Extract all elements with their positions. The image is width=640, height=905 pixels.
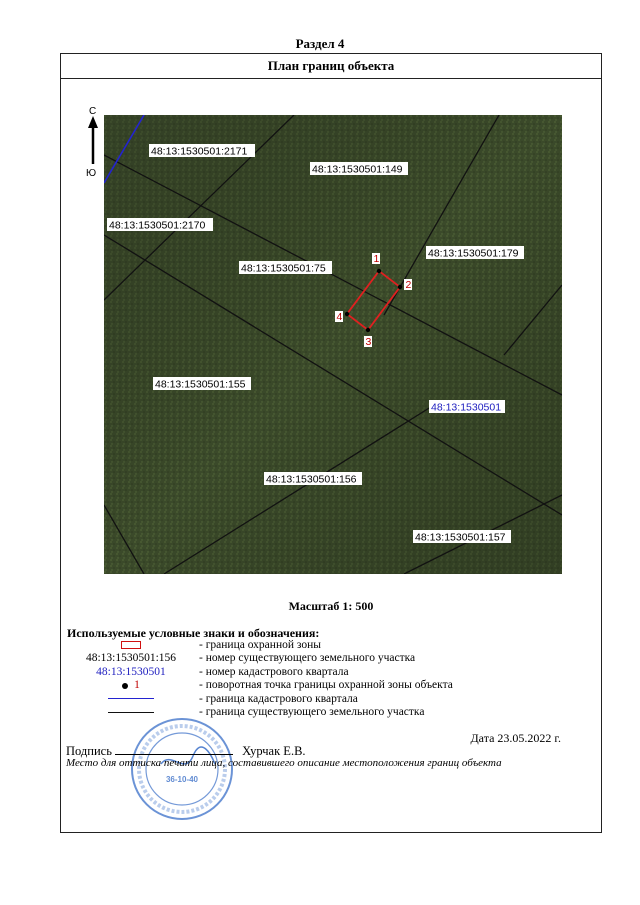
svg-text:48:13:1530501:2170: 48:13:1530501:2170 (109, 219, 206, 232)
parcel-line-icon (108, 712, 154, 713)
legend-item: 1 - поворотная точка границы охранной зоны объекта (67, 679, 587, 692)
svg-text:1: 1 (373, 253, 380, 265)
legend-title: Используемые условные знаки и обозначения: (67, 626, 320, 640)
svg-text:48:13:1530501:157: 48:13:1530501:157 (415, 531, 506, 544)
parcel-label-2170 (107, 218, 213, 232)
map-svg (104, 115, 562, 574)
parcel-label-156 (264, 472, 362, 486)
parcel-label-149 (310, 162, 408, 176)
compass-north-label: С (89, 106, 97, 117)
svg-text:48:13:1530501:75: 48:13:1530501:75 (241, 262, 326, 275)
signature-label: Подпись (66, 744, 112, 758)
compass-south-label: Ю (86, 168, 97, 179)
north-arrow (83, 106, 103, 179)
zone-rect-icon (121, 641, 141, 649)
parcel-label-179 (426, 246, 524, 260)
signature-line[interactable] (115, 742, 233, 755)
turning-point-label (372, 253, 380, 265)
svg-text:48:13:1530501:179: 48:13:1530501:179 (428, 247, 519, 260)
svg-text:48:13:1530501:149: 48:13:1530501:149 (312, 163, 403, 176)
quarter-label (429, 400, 505, 414)
turning-point[interactable] (377, 269, 381, 273)
legend-item: - граница охранной зоны (67, 639, 587, 652)
svg-text:3: 3 (365, 336, 372, 348)
parcel-label-157 (413, 530, 511, 544)
seal-stamp-icon (127, 714, 237, 824)
satellite-map[interactable] (104, 115, 562, 574)
svg-text:4: 4 (336, 311, 343, 323)
date-label: Дата 23.05.2022 г. (470, 731, 561, 745)
turning-point[interactable] (398, 285, 402, 289)
svg-text:48:13:1530501:155: 48:13:1530501:155 (155, 378, 246, 391)
turning-point-label (404, 279, 412, 291)
parcel-label-155 (153, 377, 251, 391)
legend (67, 639, 587, 719)
signer-name: Хурчак Е.В. (242, 744, 306, 758)
turning-point[interactable] (345, 312, 349, 316)
scale-label: Масштаб 1: 500 (288, 599, 374, 613)
point-dot-icon (122, 683, 128, 689)
turning-point-label (364, 336, 372, 348)
legend-item: 48:13:1530501:156 - номер существующего земельного участка (85, 652, 416, 665)
compass-arrow-icon (83, 106, 103, 176)
turning-point[interactable] (366, 328, 370, 332)
section-title: Раздел 4 (295, 36, 345, 51)
parcel-label-75 (239, 261, 332, 275)
svg-text:48:13:1530501:156: 48:13:1530501:156 (266, 473, 357, 486)
svg-text:48:13:1530501: 48:13:1530501 (431, 401, 502, 414)
svg-text:36-10-40: 36-10-40 (165, 775, 199, 784)
legend-item: 48:13:1530501 - номер кадастрового квартала (96, 665, 349, 678)
legend-item: - граница существующего земельного участка (67, 706, 587, 719)
turning-point-label (335, 311, 343, 323)
plan-title: План границ объекта (61, 54, 601, 79)
plan-frame (60, 53, 602, 833)
parcel-label-2171 (149, 144, 255, 158)
svg-text:48:13:1530501:2171: 48:13:1530501:2171 (151, 145, 248, 158)
svg-text:2: 2 (405, 279, 412, 291)
stamp-place-note: Место для оттиска печати лица, составившего описание местоположения границ объекта (66, 757, 502, 769)
quarter-line-icon (108, 698, 154, 699)
legend-item: - граница кадастрового квартала (67, 693, 587, 706)
